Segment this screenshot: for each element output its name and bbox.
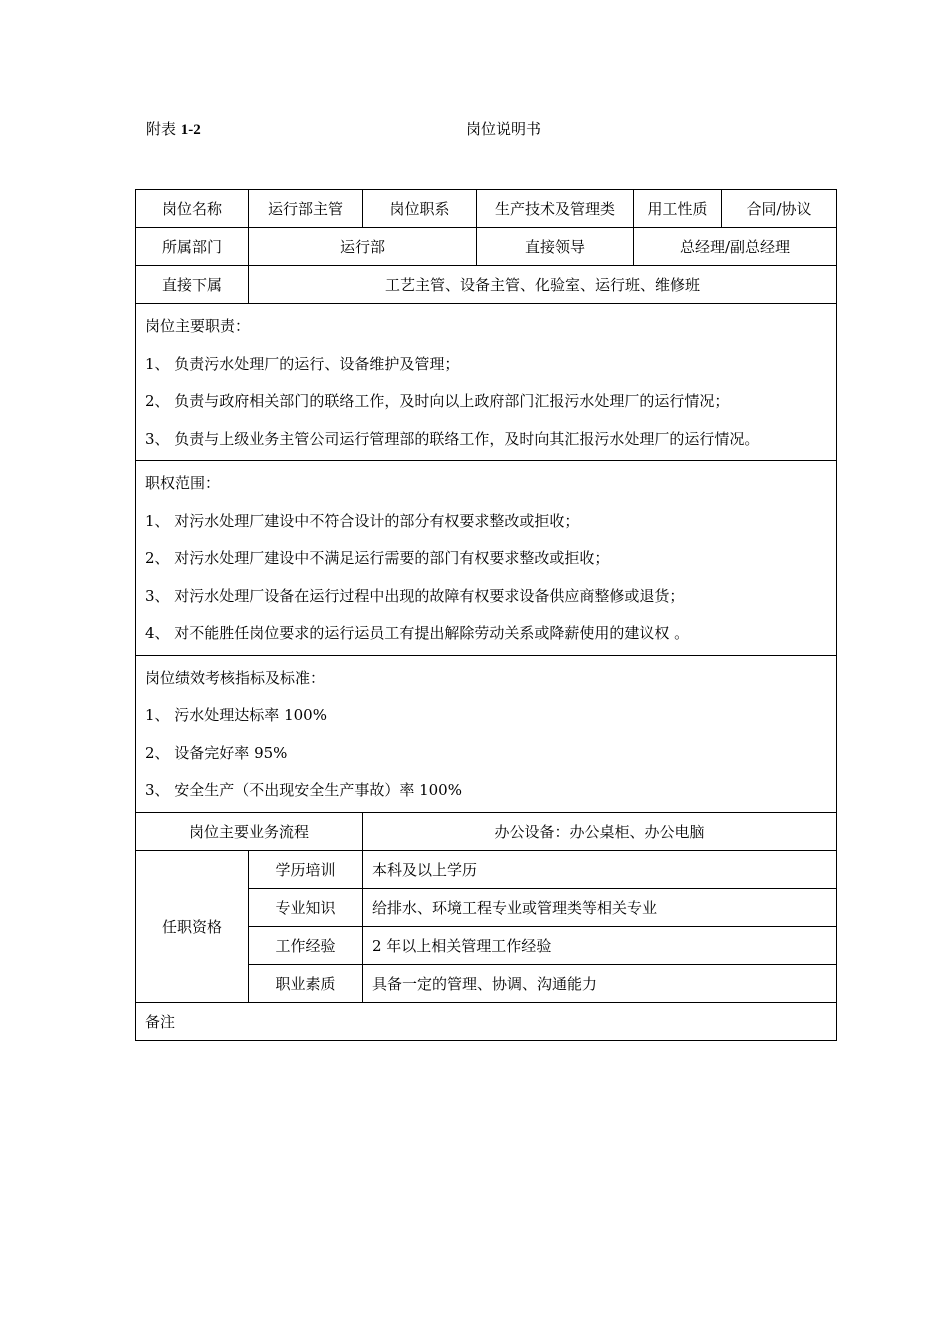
- row-duties: [136, 304, 837, 461]
- job-description-table: [135, 189, 837, 1041]
- document-title: 岗位说明书: [466, 120, 542, 138]
- kpi-section: [136, 655, 837, 812]
- direct-leader-value: 总经理/副总经理: [634, 228, 837, 266]
- row-department: [136, 228, 837, 266]
- kpi-item: 2、 设备完好率 95%: [145, 743, 288, 762]
- qualification-label: 职业素质: [249, 964, 363, 1002]
- kpi-item: 3、 安全生产（不出现安全生产事故）率 100%: [145, 781, 462, 799]
- appendix-number: 1-2: [180, 122, 201, 138]
- qualification-value: 给排水、环境工程专业或管理类等相关专业: [363, 888, 837, 926]
- job-family-value: 生产技术及管理类: [477, 190, 634, 228]
- row-authority: [136, 461, 837, 656]
- row-position: [136, 190, 837, 228]
- qualification-label: 学历培训: [249, 850, 363, 888]
- row-subordinates: [136, 266, 837, 304]
- kpi-item: 1、 污水处理达标率 100%: [145, 706, 327, 724]
- process-label: 岗位主要业务流程: [136, 812, 363, 850]
- direct-leader-label: 直接领导: [477, 228, 634, 266]
- employment-type-value: 合同/协议: [722, 190, 837, 228]
- authority-item: 4、 对不能胜任岗位要求的运行运员工有提出解除劳动关系或降薪使用的建议权 。: [145, 624, 690, 642]
- row-remarks: [136, 1002, 837, 1040]
- row-qualification-education: [136, 850, 837, 888]
- duty-item: 3、 负责与上级业务主管公司运行管理部的联络工作，及时向其汇报污水处理厂的运行情况。: [145, 429, 760, 448]
- department-value: 运行部: [249, 228, 477, 266]
- appendix-prefix: 附表: [146, 120, 177, 138]
- authority-item: 1、 对污水处理厂建设中不符合设计的部分有权要求整改或拒收；: [145, 511, 580, 530]
- authority-item: 3、 对污水处理厂设备在运行过程中出现的故障有权要求设备供应商整修或退货；: [145, 586, 685, 605]
- row-kpi: [136, 655, 837, 812]
- qualification-label: 工作经验: [249, 926, 363, 964]
- remarks-label: 备注: [136, 1002, 837, 1040]
- subordinates-value: 工艺主管、设备主管、化验室、运行班、维修班: [249, 266, 837, 304]
- appendix-label: [146, 118, 201, 139]
- kpi-heading: 岗位绩效考核指标及标准：: [145, 668, 326, 687]
- duties-heading: 岗位主要职责：: [145, 317, 251, 335]
- department-label: 所属部门: [136, 228, 249, 266]
- employment-type-label: 用工性质: [634, 190, 722, 228]
- subordinates-label: 直接下属: [136, 266, 249, 304]
- job-family-label: 岗位职系: [363, 190, 477, 228]
- office-equipment-value: 办公设备：办公桌柜、办公电脑: [363, 812, 837, 850]
- duty-item: 2、 负责与政府相关部门的联络工作，及时向以上政府部门汇报污水处理厂的运行情况；: [145, 392, 730, 410]
- qualification-label: 专业知识: [249, 888, 363, 926]
- position-name-value: 运行部主管: [249, 190, 363, 228]
- duty-item: 1、 负责污水处理厂的运行、设备维护及管理；: [145, 354, 460, 373]
- authority-section: [136, 461, 837, 656]
- qualifications-label: 任职资格: [136, 850, 249, 1002]
- position-name-label: 岗位名称: [136, 190, 249, 228]
- authority-heading: 职权范围：: [145, 474, 221, 492]
- row-process: [136, 812, 837, 850]
- duties-section: [136, 304, 837, 461]
- qualification-value: 2 年以上相关管理工作经验: [363, 926, 837, 964]
- qualification-value: 本科及以上学历: [363, 850, 837, 888]
- authority-item: 2、 对污水处理厂建设中不满足运行需要的部门有权要求整改或拒收；: [145, 549, 610, 567]
- qualification-value: 具备一定的管理、协调、沟通能力: [363, 964, 837, 1002]
